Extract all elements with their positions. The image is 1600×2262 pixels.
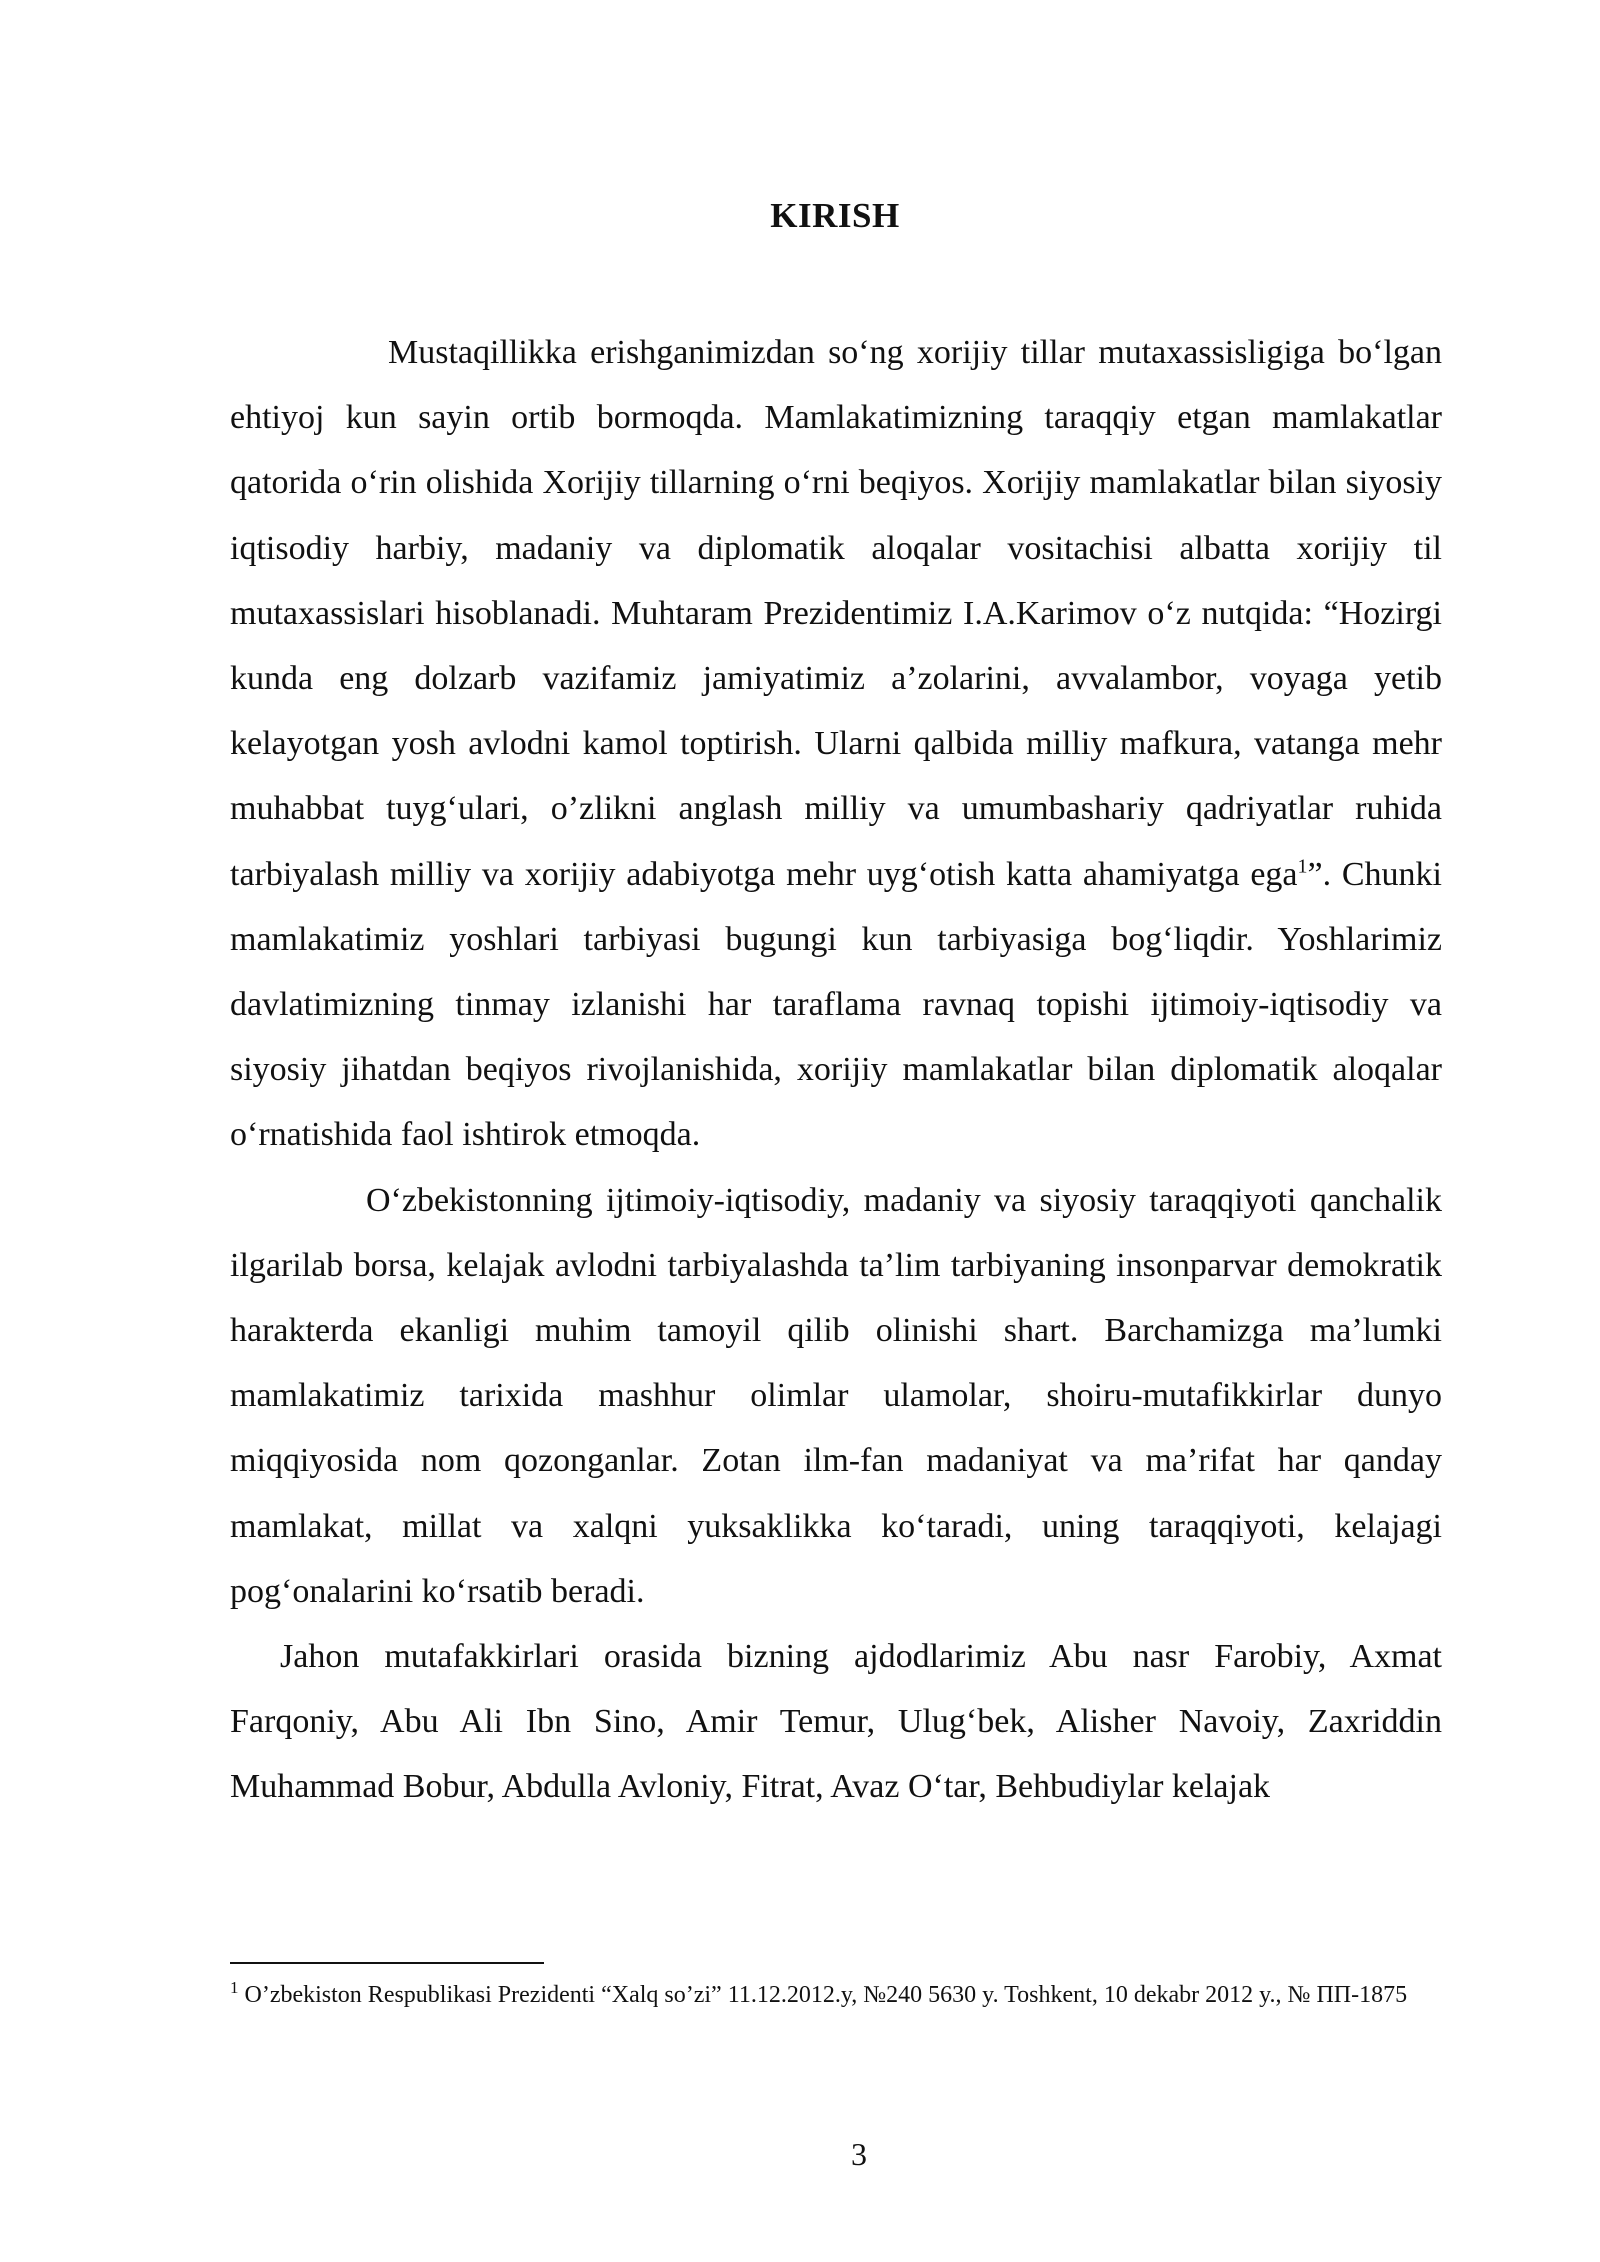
footnote-reference: 1	[1297, 855, 1308, 878]
paragraph-development: O‘zbekistonning ijtimoiy-iqtisodiy, madaniy va siyosiy taraqqiyoti qanchalik ilgarilab borsa, kelajak avlodni tarbiyalashda ta’lim tarbiyaning insonparvar demokratik harakterda ekanligi muhim tamoyil qilib olinishi shart. Barchamizga ma’lumki mamlakatimiz tarixida mashhur olimlar ulamolar, shoiru-mutafikkirlar dunyo miqqiyosida nom qozonganlar. Zotan ilm-fan madaniyat va ma’rifat har qanday mamlakat, millat va xalqni yuksaklikka ko‘taradi, uning taraqqiyoti, kelajagi pog‘onalarini ko‘rsatib beradi.	[230, 1181, 1442, 1610]
footnote-separator	[230, 1962, 544, 1964]
paragraph-intro	[230, 320, 1442, 1168]
page-number: 3	[851, 2136, 867, 2172]
footnote-number: 1	[230, 1978, 239, 1997]
paragraph-thinkers: Jahon mutafakkirlari orasida bizning ajdodlarimiz Abu nasr Farobiy, Axmat Farqoniy, Abu Ali Ibn Sino, Amir Temur, Ulug‘bek, Alisher Navoiy, Zaxriddin Muhammad Bobur, Abdulla Avloniy, Fitrat, Avaz O‘tar, Behbudiylar kelajak	[230, 1638, 1442, 1806]
body-text	[230, 320, 1442, 1820]
paragraph-intro-continuation: ”. Chunki mamlakatimiz yoshlari tarbiyasi bugungi kun tarbiyasiga bog‘liqdir. Yoshlarimiz davlatimizning tinmay izlanishi har taraflama ravnaq topishi ijtimoiy-iqtisodiy va siyosiy jihatdan beqiyos rivojlanishida, xorijiy mamlakatlar bilan diplomatik aloqalar o‘rnatishida faol ishtirok etmoqda.	[230, 855, 1443, 1154]
page-heading: KIRISH	[770, 196, 900, 235]
footnote-text: O’zbekiston Respublikasi Prezidenti “Xalq so’zi” 11.12.2012.y, №240 5630 y. Toshkent, 10 dekabr 2012 y., № ПП-1875	[244, 1982, 1408, 2008]
footnote	[230, 1978, 1500, 2012]
paragraph-intro-text: Mustaqillikka erishganimizdan so‘ng xorijiy tillar mutaxassisligiga bo‘lgan ehtiyoj kun sayin ortib bormoqda. Mamlakatimizning taraqqiy etgan mamlakatlar qatorida o‘rin olishida Xorijiy tillarning o‘rni beqiyos. Xorijiy mamlakatlar bilan siyosiy iqtisodiy harbiy, madaniy va diplomatik aloqalar vositachisi albatta xorijiy til mutaxassislari hisoblanadi. Muhtaram Prezidentimiz I.A.Karimov o‘z nutqida: “Hozirgi kunda eng dolzarb vazifamiz jamiyatimiz a’zolarini, avvalambor, voyaga yetib kelayotgan yosh avlodni kamol toptirish. Ularni qalbida milliy mafkura, vatanga mehr muhabbat tuyg‘ulari, o’zlikni anglash milliy va umumbashariy qadriyatlar ruhida tarbiyalash milliy va xorijiy adabiyotga mehr uyg‘otish katta ahamiyatga ega	[230, 334, 1442, 893]
